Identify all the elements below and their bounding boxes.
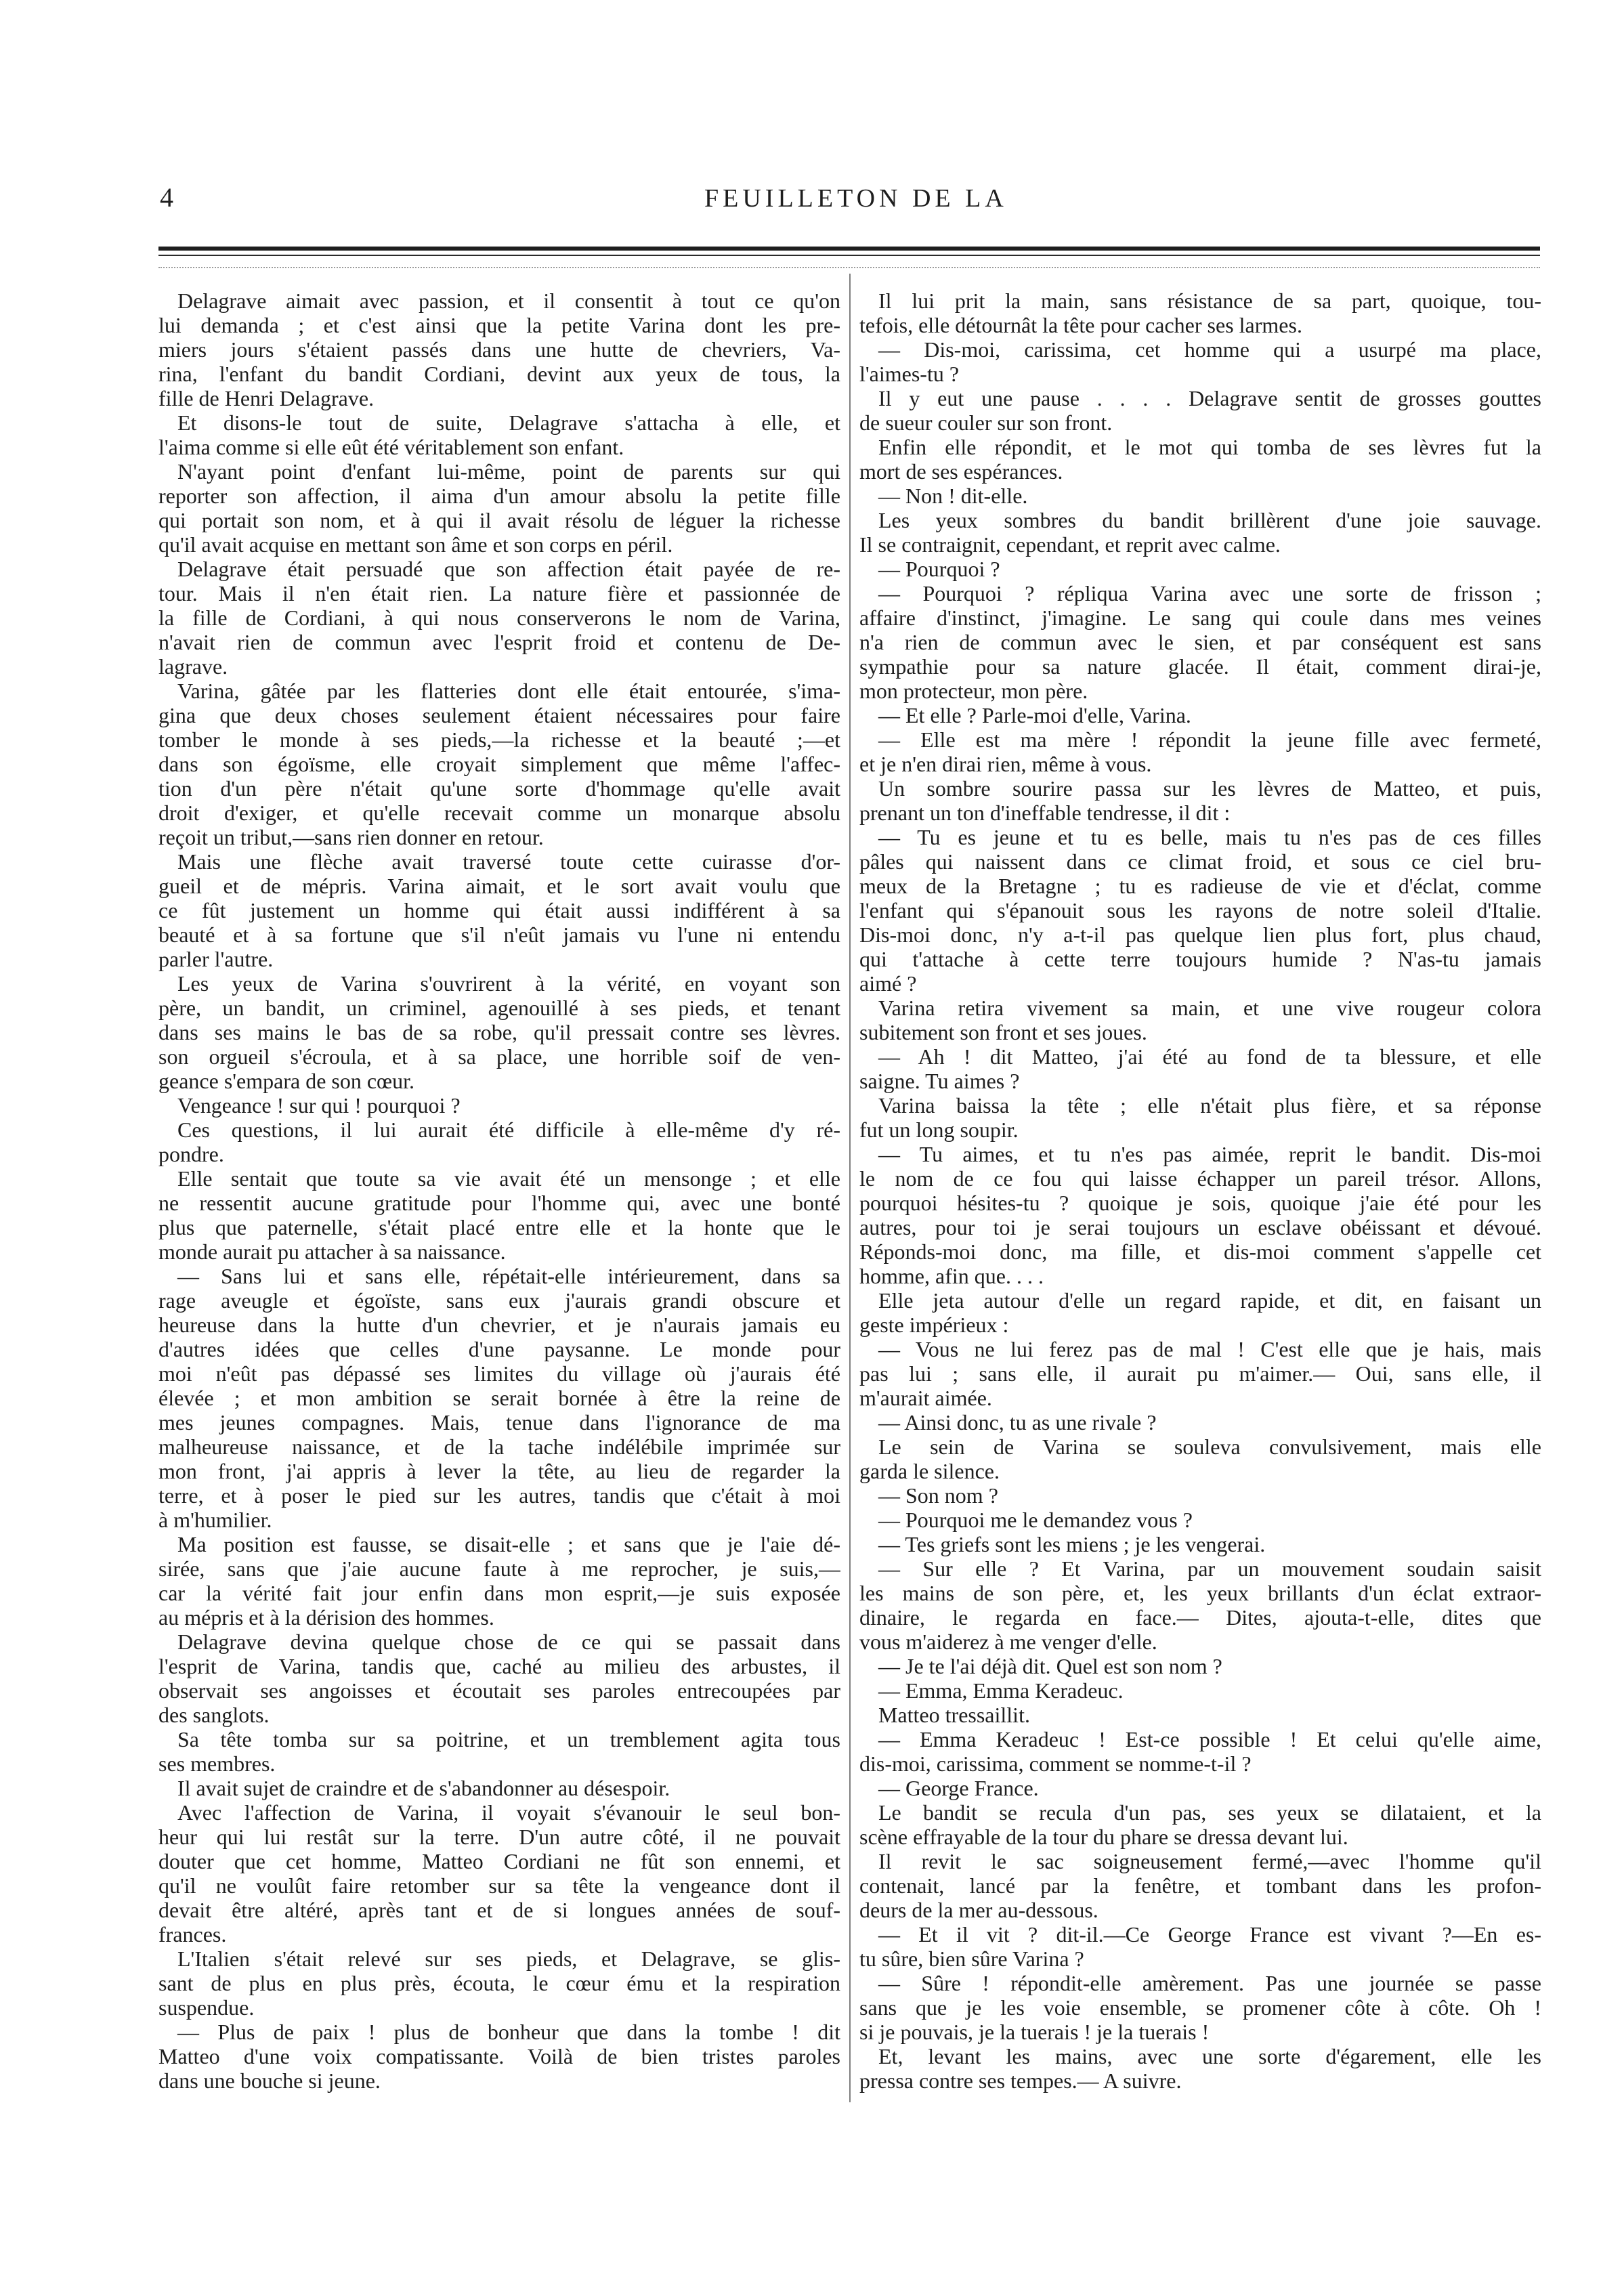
text-line: beauté et à sa fortune que s'il n'eût jamais vu l'une ni entendu — [158, 922, 840, 947]
text-line: m'aurait aimée. — [859, 1386, 992, 1410]
text-line: frances. — [158, 1922, 227, 1947]
text-line: ce fût justement un homme qui était aussi indifférent à sa — [158, 898, 840, 922]
text-line: — Tu aimes, et tu n'es pas aimée, reprit le bandit. Dis-moi — [878, 1142, 1541, 1166]
text-line: — Pourquoi ? répliqua Varina avec une sorte de frisson ; — [878, 581, 1541, 605]
text-line: affaire d'instinct, j'imagine. Le sang qui coule dans mes veines — [859, 605, 1541, 630]
header-rule-thick — [158, 247, 1540, 251]
text-line: père, un bandit, un criminel, agenouillé à ses pieds, et tenant — [158, 996, 840, 1020]
paragraph — [859, 996, 1541, 1044]
text-line: — Emma Keradeuc ! Est-ce possible ! Et celui qu'elle aime, — [878, 1727, 1541, 1751]
text-line: sant de plus en plus près, écouta, le cœur ému et la respiration — [158, 1971, 840, 1995]
text-line: — Sur elle ? Et Varina, par un mouvement soudain saisit — [878, 1556, 1541, 1581]
text-line: lagrave. — [158, 654, 228, 679]
paragraph — [859, 776, 1541, 825]
paragraph — [859, 1532, 1541, 1556]
text-line: tion d'un père n'était qu'une sorte d'hommage qu'elle avait — [158, 776, 840, 801]
text-line: — Dis-moi, carissima, cet homme qui a usurpé ma place, — [878, 337, 1541, 362]
text-line: devait être altéré, après tant et de si longues années de souf- — [158, 1898, 840, 1922]
text-line: saigne. Tu aimes ? — [859, 1069, 1020, 1093]
text-line: — Et elle ? Parle-moi d'elle, Varina. — [878, 703, 1191, 727]
text-line: gina que deux choses seulement étaient nécessaires pour faire — [158, 703, 840, 727]
text-line: mon protecteur, mon père. — [859, 679, 1088, 703]
text-line: Matteo tressaillit. — [878, 1703, 1030, 1727]
text-line: monde aurait pu attacher à sa naissance. — [158, 1239, 506, 1264]
text-line: Delagrave aimait avec passion, et il consentit à tout ce qu'on — [177, 289, 840, 313]
text-line: suspendue. — [158, 1995, 255, 2020]
text-line: lui demanda ; et c'est ainsi que la petite Varina dont les pre- — [158, 313, 840, 337]
paragraph — [158, 1093, 840, 1118]
paragraph — [158, 1947, 840, 2020]
text-line: Il se contraignit, cependant, et reprit avec calme. — [859, 532, 1281, 557]
text-line: — Son nom ? — [878, 1483, 998, 1508]
text-line: — Sûre ! répondit-elle amèrement. Pas une journée se passe — [878, 1971, 1541, 1995]
text-line: Les yeux de Varina s'ouvrirent à la vérité, en voyant son — [177, 971, 840, 996]
text-line: L'Italien s'était relevé sur ses pieds, et Delagrave, se glis- — [177, 1947, 840, 1971]
paragraph — [859, 1922, 1541, 1971]
paragraph — [158, 679, 840, 849]
paragraph — [859, 1288, 1541, 1337]
column-left — [158, 289, 840, 2093]
text-line: heur qui lui restât sur la terre. D'un autre côté, il ne pouvait — [158, 1825, 840, 1849]
text-line: terre, et à poser le pied sur les autres, tandis que c'était à moi — [158, 1483, 840, 1508]
text-line: dinaire, le regarda en face.— Dites, ajouta-t-elle, dites que — [859, 1605, 1541, 1630]
text-line: car la vérité fait jour enfin dans mon esprit,—je suis exposée — [158, 1581, 840, 1605]
text-line: geance s'empara de son cœur. — [158, 1069, 415, 1093]
paragraph — [158, 459, 840, 557]
text-line: l'esprit de Varina, tandis que, caché au milieu des arbustes, il — [158, 1654, 840, 1678]
text-line: Avec l'affection de Varina, il voyait s'évanouir le seul bon- — [177, 1800, 840, 1825]
text-line: — Emma, Emma Keradeuc. — [878, 1678, 1124, 1703]
paragraph — [859, 1776, 1541, 1800]
text-line: Vengeance ! sur qui ! pourquoi ? — [177, 1093, 461, 1118]
text-line: malheureuse naissance, et de la tache indélébile imprimée sur — [158, 1434, 840, 1459]
text-line: Il revit le sac soigneusement fermé,—avec l'homme qu'il — [878, 1849, 1541, 1873]
text-line: pondre. — [158, 1142, 224, 1166]
paragraph — [859, 1044, 1541, 1093]
text-line: dans ses mains le bas de sa robe, qu'il pressait contre ses lèvres. — [158, 1020, 840, 1044]
text-line: mort de ses espérances. — [859, 459, 1063, 484]
paragraph — [158, 289, 840, 410]
text-line: — Ainsi donc, tu as une rivale ? — [878, 1410, 1157, 1434]
paragraph — [158, 2020, 840, 2093]
paragraph — [859, 435, 1541, 484]
text-line: rina, l'enfant du bandit Cordiani, devint aux yeux de tous, la — [158, 362, 840, 386]
text-line: Elle jeta autour d'elle un regard rapide, et dit, en faisant un — [878, 1288, 1541, 1313]
text-line: mes jeunes compagnes. Mais, tenue dans l'ignorance de ma — [158, 1410, 840, 1434]
text-line: sans que je les voie ensemble, se promener côte à côte. Oh ! — [859, 1995, 1541, 2020]
paragraph — [859, 386, 1541, 435]
text-line: l'aimes-tu ? — [859, 362, 960, 386]
page-title: FEUILLETON DE LA — [704, 184, 1008, 213]
paragraph — [859, 1800, 1541, 1849]
text-line: observait ses angoisses et écoutait ses paroles entrecoupées par — [158, 1678, 840, 1703]
text-line: — Ah ! dit Matteo, j'ai été au fond de ta blessure, et elle — [878, 1044, 1541, 1069]
text-line: à m'humilier. — [158, 1508, 272, 1532]
paragraph — [859, 2044, 1541, 2093]
text-line: Mais une flèche avait traversé toute cette cuirasse d'or- — [177, 849, 840, 874]
text-line: l'enfant qui s'épanouit sous les rayons de notre soleil d'Italie. — [859, 898, 1541, 922]
text-line: Et, levant les mains, avec une sorte d'égarement, elle les — [878, 2044, 1541, 2068]
paragraph — [158, 1776, 840, 1800]
paragraph — [158, 1630, 840, 1727]
text-line: Varina retira vivement sa main, et une vive rougeur colora — [878, 996, 1541, 1020]
paragraph — [859, 1434, 1541, 1483]
text-line: tefois, elle détournât la tête pour cacher ses larmes. — [859, 313, 1302, 337]
text-line: n'a rien de commun avec le sien, et par conséquent est sans — [859, 630, 1541, 654]
column-right — [859, 289, 1541, 2093]
text-line: — Non ! dit-elle. — [878, 484, 1028, 508]
text-line: fut un long soupir. — [859, 1118, 1019, 1142]
text-line: dans son égoïsme, elle croyait simplement que même l'affec- — [158, 752, 840, 776]
text-line: Matteo d'une voix compatissante. Voilà de bien tristes paroles — [158, 2044, 840, 2068]
text-line: parler l'autre. — [158, 947, 274, 971]
text-line: pas lui ; sans elle, il aurait pu m'aimer.— Oui, sans elle, il — [859, 1361, 1541, 1386]
paragraph — [859, 703, 1541, 727]
text-line: sympathie pour sa nature glacée. Il était, comment dirai-je, — [859, 654, 1541, 679]
text-line: qui t'attache à cette terre toujours humide ? N'as-tu jamais — [859, 947, 1541, 971]
paragraph — [158, 1118, 840, 1166]
paragraph — [158, 1727, 840, 1776]
paragraph — [859, 337, 1541, 386]
paragraph — [859, 557, 1541, 581]
text-line: — Et il vit ? dit-il.—Ce George France est vivant ?—En es- — [878, 1922, 1541, 1947]
text-line: homme, afin que. . . . — [859, 1264, 1044, 1288]
text-line: Le bandit se recula d'un pas, ses yeux se dilataient, et la — [878, 1800, 1541, 1825]
text-line: d'autres idées que celles d'une paysanne. Le monde pour — [158, 1337, 840, 1361]
text-line: prenant un ton d'ineffable tendresse, il dit : — [859, 801, 1231, 825]
text-line: Delagrave devina quelque chose de ce qui se passait dans — [177, 1630, 840, 1654]
paragraph — [859, 289, 1541, 337]
text-line: Ces questions, il lui aurait été difficile à elle-même d'y ré- — [177, 1118, 840, 1142]
text-line: Varina baissa la tête ; elle n'était plus fière, et sa réponse — [878, 1093, 1541, 1118]
text-line: Enfin elle répondit, et le mot qui tomba de ses lèvres fut la — [878, 435, 1541, 459]
text-line: contenait, lancé par la fenêtre, et tombant dans les profon- — [859, 1873, 1541, 1898]
paragraph — [859, 484, 1541, 508]
text-line: Varina, gâtée par les flatteries dont elle était entourée, s'ima- — [177, 679, 840, 703]
text-line: plus que paternelle, s'était placé entre elle et la honte que le — [158, 1215, 840, 1239]
paragraph — [859, 1703, 1541, 1727]
text-line: tour. Mais il n'en était rien. La nature fière et passionnée de — [158, 581, 840, 605]
text-line: Ma position est fausse, se disait-elle ; et sans que je l'aie dé- — [177, 1532, 840, 1556]
text-line: qui portait son nom, et à qui il avait résolu de léguer la richesse — [158, 508, 840, 532]
text-line: Il lui prit la main, sans résistance de sa part, quoique, tou- — [878, 289, 1541, 313]
text-line: Delagrave était persuadé que son affection était payée de re- — [177, 557, 840, 581]
text-line: son orgueil s'écroula, et à sa place, une horrible soif de ven- — [158, 1044, 840, 1069]
text-line: heureuse dans la hutte d'un chevrier, et je n'aurais jamais eu — [158, 1313, 840, 1337]
text-line: droit d'exiger, et qu'elle recevait comme un monarque absolu — [158, 801, 840, 825]
paragraph — [859, 1678, 1541, 1703]
text-line: ne ressentit aucune gratitude pour l'homme qui, avec une bonté — [158, 1191, 840, 1215]
text-line: Le sein de Varina se souleva convulsivement, mais elle — [878, 1434, 1541, 1459]
paragraph — [859, 1654, 1541, 1678]
text-line: sirée, sans que j'aie aucune faute à me reprocher, je suis,— — [158, 1556, 840, 1581]
text-line: élevée ; et mon ambition se serait bornée à être la reine de — [158, 1386, 840, 1410]
paragraph — [859, 1093, 1541, 1142]
header-rule-thin — [158, 255, 1540, 256]
header-rule-dotted — [158, 267, 1540, 268]
text-line: qu'il avait acquise en mettant son âme et son corps en péril. — [158, 532, 673, 557]
text-line: — Tu es jeune et tu es belle, mais tu n'es pas de ces filles — [878, 825, 1541, 849]
text-line: Les yeux sombres du bandit brillèrent d'une joie sauvage. — [878, 508, 1541, 532]
text-line: fille de Henri Delagrave. — [158, 386, 375, 410]
column-separator — [849, 274, 851, 2102]
text-line: tomber le monde à ses pieds,—la richesse et la beauté ;—et — [158, 727, 840, 752]
text-line: pressa contre ses tempes.— A suivre. — [859, 2068, 1182, 2093]
text-line: pâles qui naissent dans ce climat froid, et sous ce ciel bru- — [859, 849, 1541, 874]
text-line: — Sans lui et sans elle, répétait-elle intérieurement, dans sa — [177, 1264, 840, 1288]
text-line: le nom de ce fou qui laisse échapper un pareil trésor. Allons, — [859, 1166, 1541, 1191]
text-line: meux de la Bretagne ; tu es radieuse de vie et d'éclat, comme — [859, 874, 1541, 898]
text-line: si je pouvais, je la tuerais ! je la tuerais ! — [859, 2020, 1210, 2044]
paragraph — [859, 1727, 1541, 1776]
text-line: qu'il ne voulût faire retomber sur sa tête la vengeance dont il — [158, 1873, 840, 1898]
text-line: Réponds-moi donc, ma fille, et dis-moi comment s'appelle cet — [859, 1239, 1541, 1264]
paragraph — [158, 849, 840, 971]
text-line: les mains de son père, et, les yeux brillants d'un éclat extraor- — [859, 1581, 1541, 1605]
text-line: — Vous ne lui ferez pas de mal ! C'est elle que je hais, mais — [878, 1337, 1541, 1361]
text-line: — Pourquoi me le demandez vous ? — [878, 1508, 1193, 1532]
text-line: deurs de la mer au-dessous. — [859, 1898, 1098, 1922]
paragraph — [158, 1532, 840, 1630]
text-line: N'ayant point d'enfant lui-même, point de parents sur qui — [177, 459, 840, 484]
paragraph — [859, 825, 1541, 996]
paragraph — [158, 557, 840, 679]
paragraph — [859, 1337, 1541, 1410]
text-line: — Pourquoi ? — [878, 557, 1000, 581]
paragraph — [859, 1508, 1541, 1532]
text-line: Et disons-le tout de suite, Delagrave s'attacha à elle, et — [177, 410, 840, 435]
paragraph — [859, 1556, 1541, 1654]
paragraph — [158, 1264, 840, 1532]
text-line: Un sombre sourire passa sur les lèvres de Matteo, et puis, — [878, 776, 1541, 801]
paragraph — [158, 971, 840, 1093]
text-line: subitement son front et ses joues. — [859, 1020, 1147, 1044]
paragraph — [158, 1166, 840, 1264]
paragraph — [859, 1971, 1541, 2044]
text-line: geste impérieux : — [859, 1313, 1009, 1337]
text-line: reporter son affection, il aima d'un amour absolu la petite fille — [158, 484, 840, 508]
page-number: 4 — [160, 182, 173, 213]
paragraph — [859, 1849, 1541, 1922]
text-line: vous m'aiderez à me venger d'elle. — [859, 1630, 1157, 1654]
text-line: reçoit un tribut,—sans rien donner en retour. — [158, 825, 544, 849]
text-line: Il avait sujet de craindre et de s'abandonner au désespoir. — [177, 1776, 670, 1800]
paragraph — [859, 1410, 1541, 1434]
text-line: mon front, j'ai appris à lever la tête, au lieu de regarder la — [158, 1459, 840, 1483]
paragraph — [859, 581, 1541, 703]
text-line: — George France. — [878, 1776, 1039, 1800]
text-line: scène effrayable de la tour du phare se dressa devant lui. — [859, 1825, 1348, 1849]
text-line: miers jours s'étaient passés dans une hutte de chevriers, Va- — [158, 337, 840, 362]
text-line: pourquoi hésites-tu ? quoique je sois, quoique j'aie été pour les — [859, 1191, 1541, 1215]
text-line: des sanglots. — [158, 1703, 270, 1727]
text-line: — Je te l'ai déjà dit. Quel est son nom ? — [878, 1654, 1222, 1678]
text-line: moi n'eût pas dépassé ses limites du village où j'aurais été — [158, 1361, 840, 1386]
text-line: garda le silence. — [859, 1459, 1000, 1483]
paragraph — [158, 410, 840, 459]
text-line: douter que cet homme, Matteo Cordiani ne fût son ennemi, et — [158, 1849, 840, 1873]
text-line: autres, pour toi je serai toujours un esclave obéissant et dévoué. — [859, 1215, 1541, 1239]
text-line: ses membres. — [158, 1751, 276, 1776]
text-line: dis-moi, carissima, comment se nomme-t-il ? — [859, 1751, 1252, 1776]
text-line: aimé ? — [859, 971, 917, 996]
text-line: gueil et de mépris. Varina aimait, et le sort avait voulu que — [158, 874, 840, 898]
text-line: l'aima comme si elle eût été véritablement son enfant. — [158, 435, 624, 459]
text-line: Elle sentait que toute sa vie avait été un mensonge ; et elle — [177, 1166, 840, 1191]
text-line: rage aveugle et égoïste, sans eux j'aurais grandi obscure et — [158, 1288, 840, 1313]
text-line: — Tes griefs sont les miens ; je les vengerai. — [878, 1532, 1266, 1556]
paragraph — [859, 1142, 1541, 1288]
text-line: tu sûre, bien sûre Varina ? — [859, 1947, 1084, 1971]
text-line: la fille de Cordiani, à qui nous conserverons le nom de Varina, — [158, 605, 840, 630]
text-line: dans une bouche si jeune. — [158, 2068, 381, 2093]
text-line: n'avait rien de commun avec l'esprit froid et contenu de De- — [158, 630, 840, 654]
text-line: Dis-moi donc, n'y a-t-il pas quelque lien plus fort, plus chaud, — [859, 922, 1541, 947]
paragraph — [859, 727, 1541, 776]
text-line: et je n'en dirai rien, même à vous. — [859, 752, 1152, 776]
paragraph — [859, 508, 1541, 557]
text-line: au mépris et à la dérision des hommes. — [158, 1605, 494, 1630]
text-line: — Elle est ma mère ! répondit la jeune fille avec fermeté, — [878, 727, 1541, 752]
text-line: Il y eut une pause . . . . Delagrave sentit de grosses gouttes — [878, 386, 1541, 410]
text-line: — Plus de paix ! plus de bonheur que dans la tombe ! dit — [177, 2020, 840, 2044]
paragraph — [158, 1800, 840, 1947]
text-line: Sa tête tomba sur sa poitrine, et un tremblement agita tous — [177, 1727, 840, 1751]
text-line: de sueur couler sur son front. — [859, 410, 1113, 435]
paragraph — [859, 1483, 1541, 1508]
